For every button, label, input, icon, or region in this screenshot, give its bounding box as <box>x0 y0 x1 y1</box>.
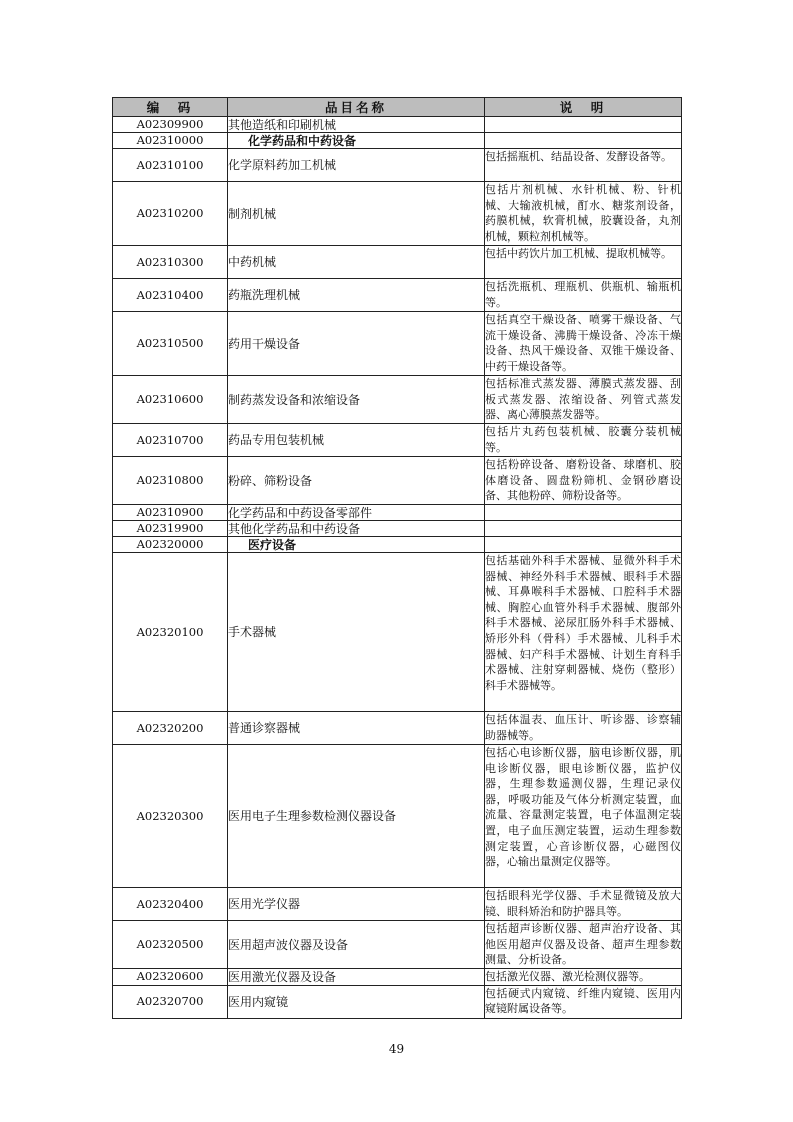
item-code: A02319900 <box>113 521 228 537</box>
item-description <box>485 521 682 537</box>
item-description: 包括标准式蒸发器、薄膜式蒸发器、刮板式蒸发器、浓缩设备、列管式蒸发器、离心薄膜蒸发器等。 <box>485 376 682 424</box>
item-code: A02320700 <box>113 985 228 1018</box>
table-row <box>113 133 682 149</box>
item-description: 包括基础外科手术器械、显微外科手术器械、神经外科手术器械、眼科手术器械、耳鼻喉科手术器械、口腔科手术器械、胸腔心血管外科手术器械、腹部外科手术器械、泌尿肛肠外科手术器械、矫形外科（骨科）手术器械、儿科手术器械、妇产科手术器械、计划生育科手术器械、注射穿刺器械、烧伤（整形）科手术器械等。 <box>485 553 682 712</box>
table-row <box>113 888 682 921</box>
item-name: 其他化学药品和中药设备 <box>228 521 485 537</box>
item-description <box>485 505 682 521</box>
item-code: A02310500 <box>113 312 228 376</box>
item-description <box>485 133 682 149</box>
item-code: A02320400 <box>113 888 228 921</box>
header-code: 编 码 <box>113 98 228 117</box>
header-desc: 说 明 <box>485 98 682 117</box>
item-name: 药品专用包装机械 <box>228 424 485 457</box>
item-description: 包括片剂机械、水针机械、粉、针机械、大输液机械，酊水、糖浆剂设备，药膜机械，软膏机械，胶囊设备，丸剂机械，颗粒剂机械等。 <box>485 182 682 246</box>
table-row <box>113 553 682 712</box>
item-code: A02309900 <box>113 117 228 133</box>
item-description: 包括片丸药包装机械、胶囊分装机械等。 <box>485 424 682 457</box>
item-name: 其他造纸和印刷机械 <box>228 117 485 133</box>
item-code: A02320200 <box>113 712 228 745</box>
item-description <box>485 537 682 553</box>
table-row <box>113 745 682 888</box>
item-code: A02320300 <box>113 745 228 888</box>
item-code: A02310600 <box>113 376 228 424</box>
item-name: 医用超声波仪器及设备 <box>228 921 485 969</box>
table-row <box>113 521 682 537</box>
page-number: 49 <box>388 1042 405 1056</box>
item-name: 制剂机械 <box>228 182 485 246</box>
item-name: 手术器械 <box>228 553 485 712</box>
table-row <box>113 969 682 986</box>
item-name: 医用内窥镜 <box>228 985 485 1018</box>
item-code: A02310800 <box>113 457 228 505</box>
item-code: A02310100 <box>113 149 228 182</box>
item-description: 包括体温表、血压计、听诊器、诊察辅助器械等。 <box>485 712 682 745</box>
table-row <box>113 712 682 745</box>
item-description <box>485 117 682 133</box>
item-description: 包括激光仪器、激光检测仪器等。 <box>485 969 682 986</box>
table-row <box>113 149 682 182</box>
table-row <box>113 182 682 246</box>
item-code: A02310300 <box>113 246 228 279</box>
item-code: A02310000 <box>113 133 228 149</box>
item-name: 药瓶洗理机械 <box>228 279 485 312</box>
item-name: 中药机械 <box>228 246 485 279</box>
table-row <box>113 279 682 312</box>
item-name: 普通诊察器械 <box>228 712 485 745</box>
item-code: A02320500 <box>113 921 228 969</box>
item-code: A02310200 <box>113 182 228 246</box>
header-row <box>113 98 682 117</box>
item-code: A02320600 <box>113 969 228 986</box>
table-row <box>113 457 682 505</box>
item-name: 药用干燥设备 <box>228 312 485 376</box>
item-code: A02310700 <box>113 424 228 457</box>
item-name: 医疗设备 <box>228 537 485 553</box>
table-row <box>113 921 682 969</box>
item-description: 包括洗瓶机、理瓶机、供瓶机、输瓶机等。 <box>485 279 682 312</box>
table-row <box>113 505 682 521</box>
item-description: 包括真空干燥设备、喷雾干燥设备、气流干燥设备、沸腾干燥设备、冷冻干燥设备、热风干燥设备、双锥干燥设备、中药干燥设备等。 <box>485 312 682 376</box>
table-row <box>113 312 682 376</box>
item-name: 制药蒸发设备和浓缩设备 <box>228 376 485 424</box>
item-name: 化学原料药加工机械 <box>228 149 485 182</box>
table-row <box>113 537 682 553</box>
item-description: 包括超声诊断仪器、超声治疗设备、其他医用超声仪器及设备、超声生理参数测量、分析设备。 <box>485 921 682 969</box>
table-row <box>113 424 682 457</box>
table-row <box>113 117 682 133</box>
catalog-table <box>112 97 682 1019</box>
table-row <box>113 376 682 424</box>
item-name: 化学药品和中药设备 <box>228 133 485 149</box>
item-name: 医用电子生理参数检测仪器设备 <box>228 745 485 888</box>
item-description: 包括中药饮片加工机械、提取机械等。 <box>485 246 682 279</box>
item-description: 包括粉碎设备、磨粉设备、球磨机、胶体磨设备、圆盘粉筛机、金钢砂磨设备、其他粉碎、筛粉设备等。 <box>485 457 682 505</box>
item-description: 包括摇瓶机、结晶设备、发酵设备等。 <box>485 149 682 182</box>
item-description: 包括心电诊断仪器，脑电诊断仪器，肌电诊断仪器，眼电诊断仪器，监护仪器，生理参数遥测仪器，生理记录仪器，呼吸功能及气体分析测定装置，血流量、容量测定装置，电子体温测定装置，电子血压测定装置，运动生理参数测定装置，心音诊断仪器，心磁图仪器，心输出量测定仪器等。 <box>485 745 682 888</box>
item-description: 包括硬式内窥镜、纤维内窥镜、医用内窥镜附属设备等。 <box>485 985 682 1018</box>
item-code: A02320000 <box>113 537 228 553</box>
item-name: 医用光学仪器 <box>228 888 485 921</box>
item-code: A02310900 <box>113 505 228 521</box>
item-code: A02310400 <box>113 279 228 312</box>
header-name: 品目名称 <box>228 98 485 117</box>
item-name: 医用激光仪器及设备 <box>228 969 485 986</box>
item-code: A02320100 <box>113 553 228 712</box>
table-row <box>113 246 682 279</box>
item-name: 化学药品和中药设备零部件 <box>228 505 485 521</box>
item-description: 包括眼科光学仪器、手术显微镜及放大镜、眼科矫治和防护器具等。 <box>485 888 682 921</box>
item-name: 粉碎、筛粉设备 <box>228 457 485 505</box>
table-row <box>113 985 682 1018</box>
